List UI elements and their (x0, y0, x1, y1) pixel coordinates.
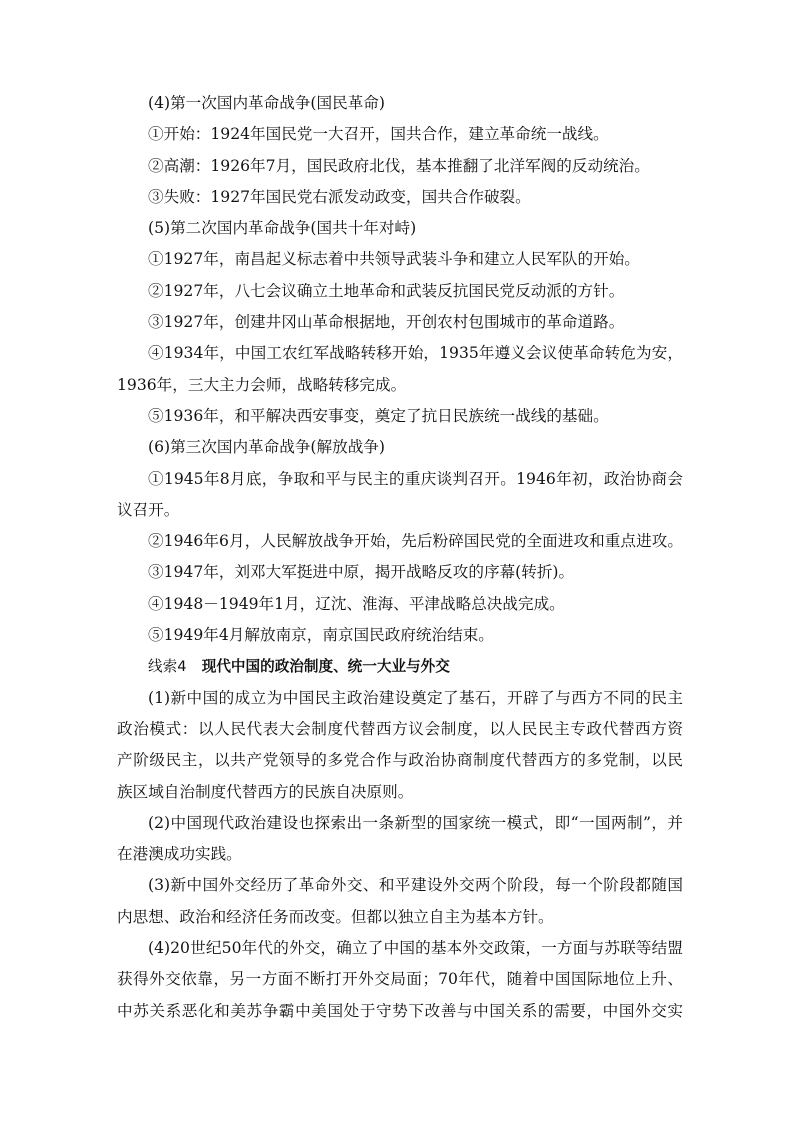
text-line: ②高潮：1926年7月，国民政府北伐，基本推翻了北洋军阀的反动统治。 (148, 156, 650, 175)
paragraph-line: 中苏关系恶化和美苏争霸中美国处于守势下改善与中国关系的需要，中国外交实 (117, 1001, 683, 1020)
text-line: ⑤1949年4月解放南京，南京国民政府统治结束。 (148, 626, 494, 645)
text-line: ②1927年，八七会议确立土地革命和武装反抗国民党反动派的方针。 (148, 281, 625, 300)
text-line: ①1945年8月底，争取和平与民主的重庆谈判召开。1946年初，政治协商会 (148, 469, 683, 488)
paragraph-line: (1)新中国的成立为中国民主政治建设奠定了基石，开辟了与西方不同的民主 (148, 688, 683, 707)
paragraph-line: 政治模式：以人民代表大会制度代替西方议会制度，以人民民主专政代替西方资 (117, 719, 683, 738)
paragraph-line: 产阶级民主，以共产党领导的多党合作与政治协商制度代替西方的多党制，以民 (117, 751, 683, 770)
paragraph-line: 内思想、政治和经济任务而改变。但都以独立自主为基本方针。 (117, 907, 554, 926)
text-line-continuation: 议召开。 (117, 500, 180, 519)
paragraph-line: (4)20世纪50年代的外交，确立了中国的基本外交政策，一方面与苏联等结盟 (148, 939, 683, 958)
text-line: ②1946年6月，人民解放战争开始，先后粉碎国民党的全面进攻和重点进攻。 (148, 532, 683, 551)
clue-title: 现代中国的政治制度、统一大业与外交 (201, 658, 450, 676)
text-line: ③1947年，刘邓大军挺进中原，揭开战略反攻的序幕(转折)。 (148, 563, 575, 582)
text-line-continuation: 1936年，三大主力会师，战略转移完成。 (117, 375, 407, 394)
text-line: ③1927年，创建井冈山革命根据地，开创农村包围城市的革命道路。 (148, 313, 625, 332)
paragraph-line: 获得外交依靠，另一方面不断打开外交局面；70年代，随着中国国际地位上升、 (117, 970, 683, 989)
paragraph-line: (2)中国现代政治建设也探索出一条新型的国家统一模式，即“一国两制”，并 (148, 813, 683, 832)
paragraph-line: 族区域自治制度代替西方的民族自决原则。 (117, 782, 414, 801)
text-line: ③失败：1927年国民党右派发动政变，国共合作破裂。 (148, 187, 531, 206)
paragraph-line: 在港澳成功实践。 (117, 845, 242, 864)
text-line: ④1934年，中国工农红军战略转移开始，1935年遵义会议使革命转危为安， (148, 344, 683, 363)
text-line: ①开始：1924年国民党一大召开，国共合作，建立革命统一战线。 (148, 125, 609, 144)
paragraph-line: (3)新中国外交经历了革命外交、和平建设外交两个阶段，每一个阶段都随国 (148, 876, 683, 895)
clue-number: 线索4 (148, 658, 187, 676)
clue-heading (117, 651, 683, 682)
text-line: ⑤1936年，和平解决西安事变，奠定了抗日民族统一战线的基础。 (148, 406, 609, 425)
text-line: ④1948－1949年1月，辽沈、淮海、平津战略总决战完成。 (148, 594, 565, 613)
section-title-5: (5)第二次国内革命战争(国共十年对峙) (148, 219, 417, 238)
section-title-6: (6)第三次国内革命战争(解放战争) (148, 438, 385, 457)
document-page (117, 88, 683, 1027)
section-title-4: (4)第一次国内革命战争(国民革命) (148, 94, 385, 112)
text-line: ①1927年，南昌起义标志着中共领导武装斗争和建立人民军队的开始。 (148, 250, 640, 269)
